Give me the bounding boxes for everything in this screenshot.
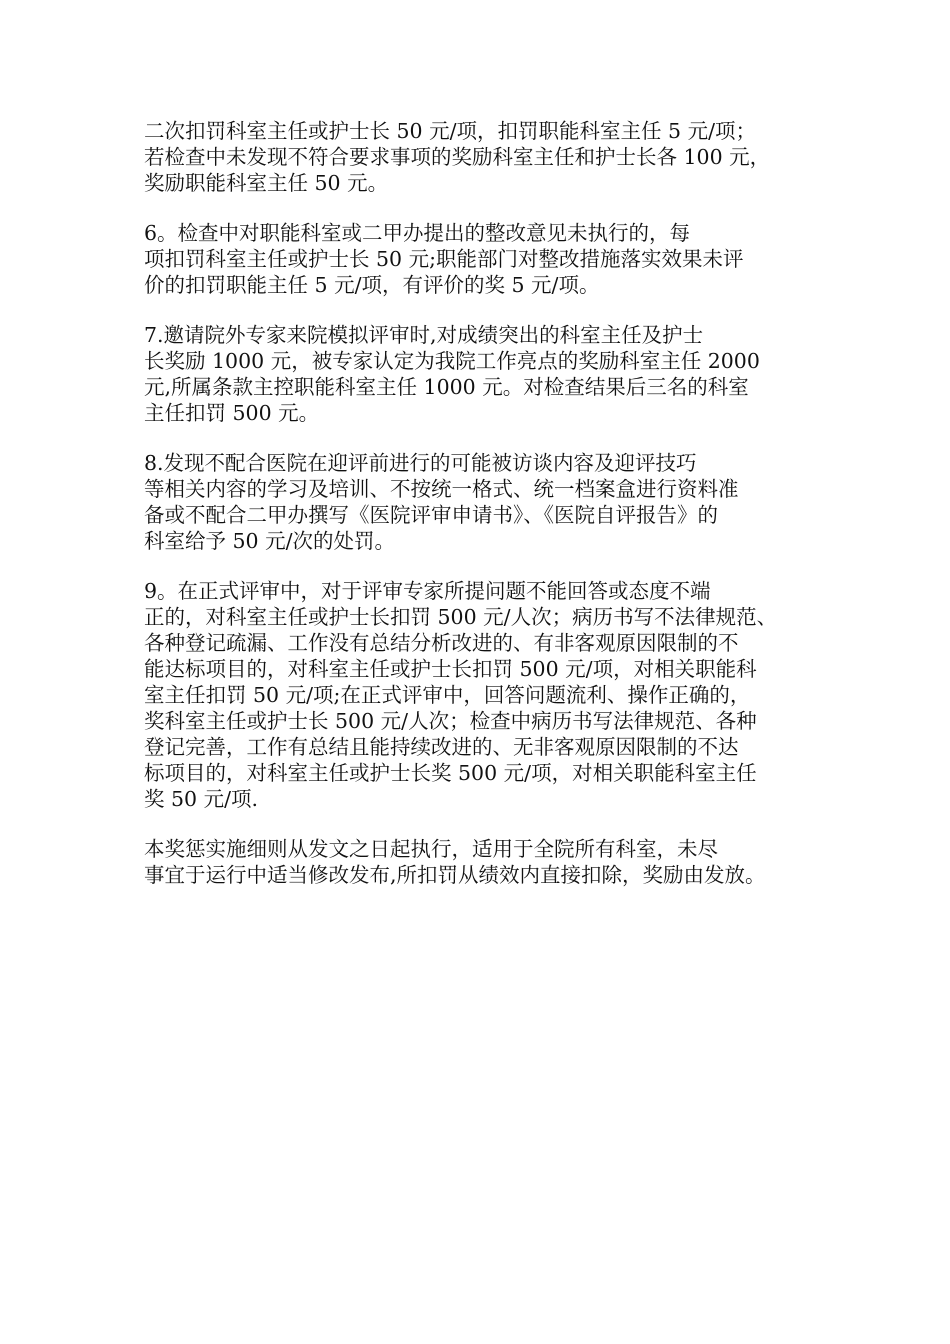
text-line: 元,所属条款主控职能科室主任 1000 元。对检查结果后三名的科室: [144, 375, 749, 399]
text-line: 主任扣罚 500 元。: [144, 401, 320, 425]
text-line: 9。在正式评审中，对于评审专家所提问题不能回答或态度不端: [144, 579, 711, 603]
text-line: 奖励职能科室主任 50 元。: [144, 171, 389, 195]
text-line: 7.邀请院外专家来院模拟评审时,对成绩突出的科室主任及护士: [144, 323, 704, 347]
text-line: 能达标项目的，对科室主任或护士长扣罚 500 元/项，对相关职能科: [144, 657, 757, 681]
text-line: 标项目的，对科室主任或护士长奖 500 元/项，对相关职能科室主任: [144, 761, 757, 785]
text-line: 8.发现不配合医院在迎评前进行的可能被访谈内容及迎评技巧: [144, 451, 697, 475]
text-line: 长奖励 1000 元，被专家认定为我院工作亮点的奖励科室主任 2000: [144, 349, 760, 373]
paragraph-4: [144, 450, 824, 554]
text-line: 各种登记疏漏、工作没有总结分析改进的、有非客观原因限制的不: [144, 631, 739, 655]
paragraph-5: [144, 578, 824, 812]
text-line: 若检查中未发现不符合要求事项的奖励科室主任和护士长各 100 元，: [144, 145, 771, 169]
text-line: 价的扣罚职能主任 5 元/项，有评价的奖 5 元/项。: [144, 273, 600, 297]
text-line: 室主任扣罚 50 元/项;在正式评审中，回答问题流利、操作正确的，: [144, 683, 751, 707]
paragraph-6: [144, 836, 824, 888]
text-line: 本奖惩实施细则从发文之日起执行，适用于全院所有科室，未尽: [144, 837, 718, 861]
text-line: 等相关内容的学习及培训、不按统一格式、统一档案盒进行资料准: [144, 477, 739, 501]
paragraph-1: [144, 118, 824, 196]
document-body: [144, 118, 824, 912]
text-line: 事宜于运行中适当修改发布,所扣罚从绩效内直接扣除，奖励由发放。: [144, 863, 766, 887]
text-line: 6。检查中对职能科室或二甲办提出的整改意见未执行的，每: [144, 221, 691, 245]
paragraph-2: [144, 220, 824, 298]
text-line: 备或不配合二甲办撰写《医院评审申请书》、《医院自评报告》的: [144, 503, 718, 527]
text-line: 科室给予 50 元/次的处罚。: [144, 529, 396, 553]
paragraph-3: [144, 322, 824, 426]
text-line: 正的，对科室主任或护士长扣罚 500 元/人次；病历书写不法律规范、: [144, 605, 778, 629]
text-line: 奖科室主任或护士长 500 元/人次；检查中病历书写法律规范、各种: [144, 709, 757, 733]
text-line: 二次扣罚科室主任或护士长 50 元/项，扣罚职能科室主任 5 元/项；: [144, 119, 757, 143]
text-line: 奖 50 元/项.: [144, 787, 259, 811]
text-line: 项扣罚科室主任或护士长 50 元;职能部门对整改措施落实效果未评: [144, 247, 744, 271]
text-line: 登记完善，工作有总结且能持续改进的、无非客观原因限制的不达: [144, 735, 739, 759]
